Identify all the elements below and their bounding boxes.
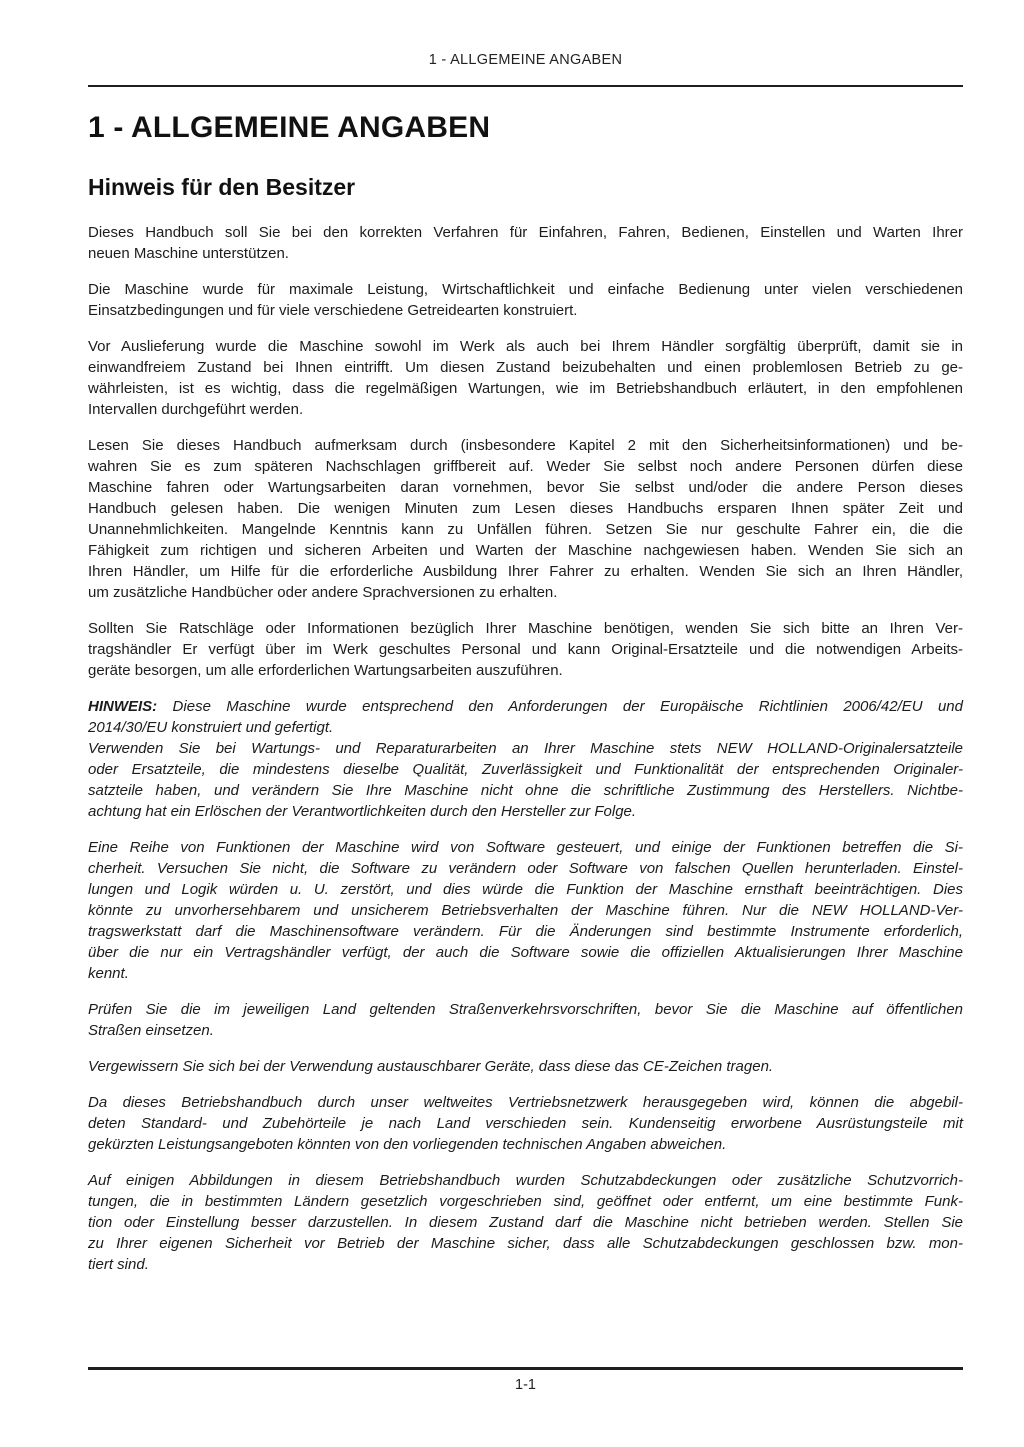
text-line: Verwenden Sie bei Wartungs- und Reparaturarbeiten an Ihrer Maschine stets NEW HOLLAND-Originalersatzteile: [88, 740, 963, 757]
text-line: zu Ihrer eigenen Sicherheit vor Betrieb der Maschine sicher, dass alle Schutzabdeckungen geschlossen bzw. mon-: [88, 1235, 963, 1252]
text-line: neuen Maschine unterstützen.: [88, 245, 289, 262]
text-line: kennt.: [88, 965, 129, 982]
paragraph: [88, 1170, 963, 1275]
text-line: Sollten Sie Ratschläge oder Informationen bezüglich Ihrer Maschine benötigen, wenden Sie sich bitte an Ihren Ver-: [88, 620, 963, 637]
text-line: tion oder Einstellung besser darzustellen. In diesem Zustand darf die Maschine nicht betrieben werden. Stellen Sie: [88, 1214, 963, 1231]
text-line: Da dieses Betriebshandbuch durch unser weltweites Vertriebsnetzwerk herausgegeben wird, können die abgebil-: [88, 1094, 963, 1111]
text-line: tungen, die in bestimmten Ländern gesetzlich vorgeschrieben sind, geöffnet oder entfernt, um eine bestimmte Funk-: [88, 1193, 963, 1210]
text-line: Prüfen Sie die im jeweiligen Land geltenden Straßenverkehrsvorschriften, bevor Sie die Maschine auf öffentlichen: [88, 1001, 963, 1018]
text-line: Maschine fahren oder Wartungsarbeiten daran vornehmen, bevor Sie selbst und/oder die andere Person dieses: [88, 479, 963, 496]
page-number: 1-1: [515, 1377, 536, 1393]
text-line: HINWEIS: Diese Maschine wurde entsprechend den Anforderungen der Europäische Richtlinien 2006/42/EU und: [88, 698, 963, 715]
paragraph: [88, 336, 963, 420]
text-line: könnte zu unvorhersehbarem und unsicherem Betriebsverhalten der Maschine führen. Nur die NEW HOLLAND-Ver-: [88, 902, 963, 919]
text-line: gekürzten Leistungsangeboten könnten von den vorliegenden technischen Angaben abweichen.: [88, 1136, 727, 1153]
paragraph: [88, 1056, 963, 1077]
paragraph: [88, 222, 963, 264]
footer-rule: [88, 1367, 963, 1370]
text-line: Auf einigen Abbildungen in diesem Betriebshandbuch wurden Schutzabdeckungen oder zusätzliche Schutzvorrich-: [88, 1172, 963, 1189]
text-line: Fähigkeit zum richtigen und sicheren Arbeiten und Warten der Maschine nachgewiesen haben. Wenden Sie sich an: [88, 542, 963, 559]
text-line: Vergewissern Sie sich bei der Verwendung austauschbarer Geräte, dass diese das CE-Zeichen tragen.: [88, 1058, 774, 1075]
paragraph: [88, 435, 963, 603]
text-line: Ihren Händler, um Hilfe für die erforderliche Ausbildung Ihrer Fahrer zu erhalten. Wenden Sie sich an Ihren Händler,: [88, 563, 963, 580]
text-line: geräte besorgen, um alle erforderlichen Wartungsarbeiten auszuführen.: [88, 662, 563, 679]
text-line: einwandfreiem Zustand bei Ihnen eintrifft. Um diesen Zustand beizubehalten und einen problemlosen Betrieb zu ge-: [88, 359, 963, 376]
text-line: Einsatzbedingungen und für viele verschiedene Getreidearten konstruiert.: [88, 302, 578, 319]
text-line: über die nur ein Vertragshändler verfügt, der auch die Software sowie die offiziellen Aktualisierungen Ihrer Maschine: [88, 944, 963, 961]
header-rule: [88, 85, 963, 87]
text-line: cherheit. Versuchen Sie nicht, die Software zu verändern oder Software von falschen Quellen herunterladen. Einstel-: [88, 860, 963, 877]
text-line: Vor Auslieferung wurde die Maschine sowohl im Werk als auch bei Ihrem Händler sorgfältig überprüft, damit sie in: [88, 338, 963, 355]
paragraph: [88, 279, 963, 321]
note-label: HINWEIS:: [88, 698, 158, 715]
paragraph: [88, 999, 963, 1041]
text-line: Lesen Sie dieses Handbuch aufmerksam durch (insbesondere Kapitel 2 mit den Sicherheitsinformationen) und be-: [88, 437, 963, 454]
text-line: währleisten, ist es wichtig, dass die regelmäßigen Wartungen, wie im Betriebshandbuch erläutert, in den empfohlenen: [88, 380, 963, 397]
paragraph: [88, 1092, 963, 1155]
text-line: um zusätzliche Handbücher oder andere Sprachversionen zu erhalten.: [88, 584, 558, 601]
text-line: Die Maschine wurde für maximale Leistung, Wirtschaftlichkeit und einfache Bedienung unter vielen verschiedenen: [88, 281, 963, 298]
chapter-title: 1 - ALLGEMEINE ANGABEN: [88, 111, 491, 144]
text-line: wahren Sie es zum späteren Nachschlagen griffbereit auf. Weder Sie selbst noch andere Personen dürfen diese: [88, 458, 963, 475]
text-line: Intervallen durchgeführt werden.: [88, 401, 304, 418]
section-title: Hinweis für den Besitzer: [88, 174, 356, 200]
running-header: 1 - ALLGEMEINE ANGABEN: [428, 52, 623, 68]
text-line: deten Standard- und Zubehörteile je nach Land verschieden sein. Kundenseitig erworbene Ausrüstungsteile mit: [88, 1115, 963, 1132]
paragraph: [88, 738, 963, 822]
paragraph: [88, 696, 963, 738]
paragraph: [88, 837, 963, 984]
page-content: [88, 0, 963, 1275]
text-line: oder Ersatzteile, die mindestens dieselbe Qualität, Zuverlässigkeit und Funktionalität der entsprechenden Originaler-: [88, 761, 963, 778]
text-line: lungen und Logik würden u. U. zerstört, und dies würde die Funktion der Maschine ernsthaft beeinträchtigen. Dies: [88, 881, 963, 898]
text-line: satzteile haben, und verändern Sie Ihre Maschine nicht ohne die schriftliche Zustimmung des Herstellers. Nichtbe-: [88, 782, 963, 799]
paragraph: [88, 618, 963, 681]
text-line: tragswerkstatt darf die Maschinensoftware verändern. Für die Änderungen sind bestimmte Instrumente erforderlich,: [88, 923, 963, 940]
text-line: Straßen einsetzen.: [88, 1022, 214, 1039]
text-line: achtung hat ein Erlöschen der Verantwortlichkeiten durch den Hersteller zur Folge.: [88, 803, 637, 820]
text-line: Unannehmlichkeiten. Mangelnde Kenntnis kann zu Unfällen führen. Setzen Sie nur geschulte Fahrer ein, die die: [88, 521, 963, 538]
text-line: tragshändler Er verfügt über im Werk geschultes Personal und kann Original-Ersatzteile und die notwendigen Arbeits-: [88, 641, 963, 658]
text-line: 2014/30/EU konstruiert und gefertigt.: [88, 719, 334, 736]
text-line: Eine Reihe von Funktionen der Maschine wird von Software gesteuert, und einige der Funktionen betreffen die Si-: [88, 839, 963, 856]
text-line: tiert sind.: [88, 1256, 149, 1273]
text-line: Handbuch gelesen haben. Die wenigen Minuten zum Lesen dieses Handbuchs ersparen Ihnen später Zeit und: [88, 500, 963, 517]
body-text: [88, 222, 963, 1275]
text-line: Dieses Handbuch soll Sie bei den korrekten Verfahren für Einfahren, Fahren, Bedienen, Einstellen und Warten Ihrer: [88, 224, 963, 241]
